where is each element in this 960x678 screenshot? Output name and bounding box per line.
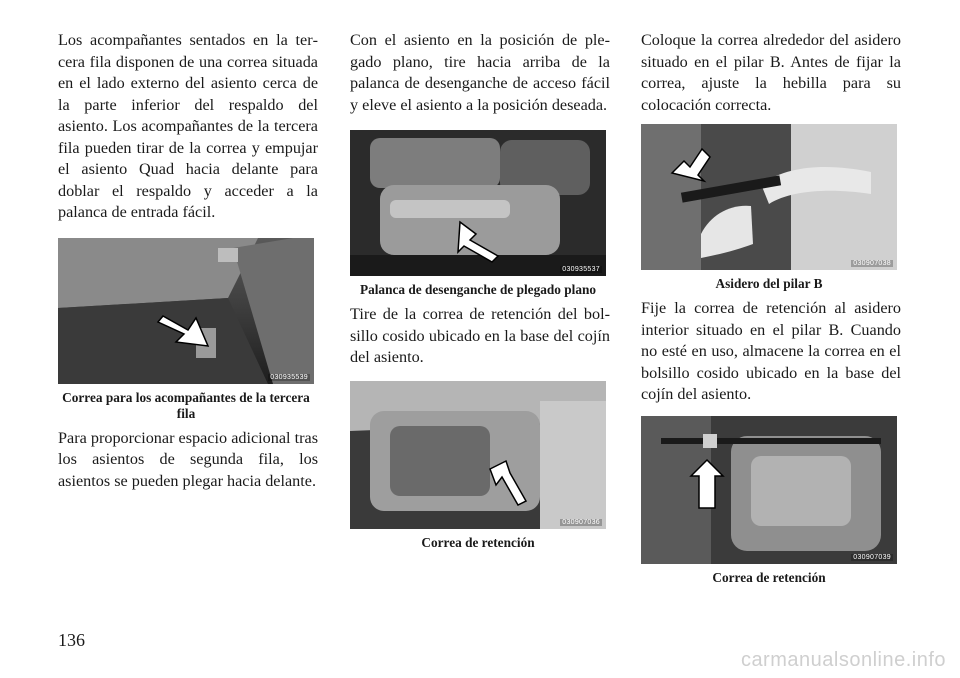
column-3 bbox=[641, 30, 901, 592]
paragraph: Tire de la correa de retención del bolsillo cosido ubicado en la base del cojín del asiento. bbox=[350, 305, 610, 366]
watermark: carmanualsonline.info bbox=[740, 649, 946, 671]
paragraph: Para proporcionar espacio adicional tras los asientos de segunda fila, los asientos se pueden plegar hacia delante. bbox=[58, 428, 318, 490]
photo-retention-strap bbox=[350, 381, 606, 529]
photo-release-lever bbox=[350, 130, 606, 276]
photo-b-pillar-handle bbox=[641, 124, 897, 270]
figure-code: 030907038 bbox=[853, 260, 891, 267]
column-1 bbox=[58, 30, 318, 492]
figure-code: 030935537 bbox=[562, 266, 600, 273]
paragraph: Coloque la correa alrededor del asidero situado en el pilar B. Antes de fijar la correa, ajuste la hebilla para su colocación correcta. bbox=[641, 31, 901, 114]
photo-illustration bbox=[641, 416, 897, 564]
photo-illustration bbox=[641, 124, 897, 270]
photo-third-row-strap bbox=[58, 238, 314, 384]
figure-caption: Correa de retención bbox=[712, 569, 826, 585]
photo-illustration bbox=[58, 238, 314, 384]
figure-code: 030907039 bbox=[853, 553, 891, 561]
figure-caption: Correa de retención bbox=[421, 534, 535, 550]
figure-caption: Asidero del pilar B bbox=[715, 276, 823, 291]
figure-code: 030907036 bbox=[562, 518, 600, 526]
figure-code: 030935539 bbox=[270, 373, 308, 381]
page-number: 136 bbox=[58, 630, 85, 650]
photo-illustration bbox=[350, 130, 606, 276]
photo-retention-strap-attached bbox=[641, 416, 897, 564]
column-2 bbox=[350, 30, 610, 557]
paragraph: Los acompañantes sentados en la tercera fila disponen de una correa situada en el lado externo del asiento cerca de la parte inferior del respaldo del asiento. Los acompañantes de la tercera fila pueden tirar de la correa y empujar el asiento Quad hacia delante para doblar el respaldo y acceder a la palanca de entrada fácil. bbox=[58, 31, 318, 221]
paragraph: Con el asiento en la posición de plegado plano, tire hacia arriba de la palanca de desenganche de acceso fácil y eleve el asiento a la posición deseada. bbox=[350, 31, 610, 114]
figure-caption: Correa para los acompañantes de la tercera fila bbox=[62, 389, 310, 421]
paragraph: Fije la correa de retención al asidero interior situado en el pilar B. Cuando no esté en uso, almacene la correa en el bolsillo cosido ubicado en la base del cojín del asiento. bbox=[641, 299, 901, 403]
photo-illustration bbox=[350, 381, 606, 529]
figure-caption: Palanca de desenganche de plegado plano bbox=[359, 282, 597, 297]
